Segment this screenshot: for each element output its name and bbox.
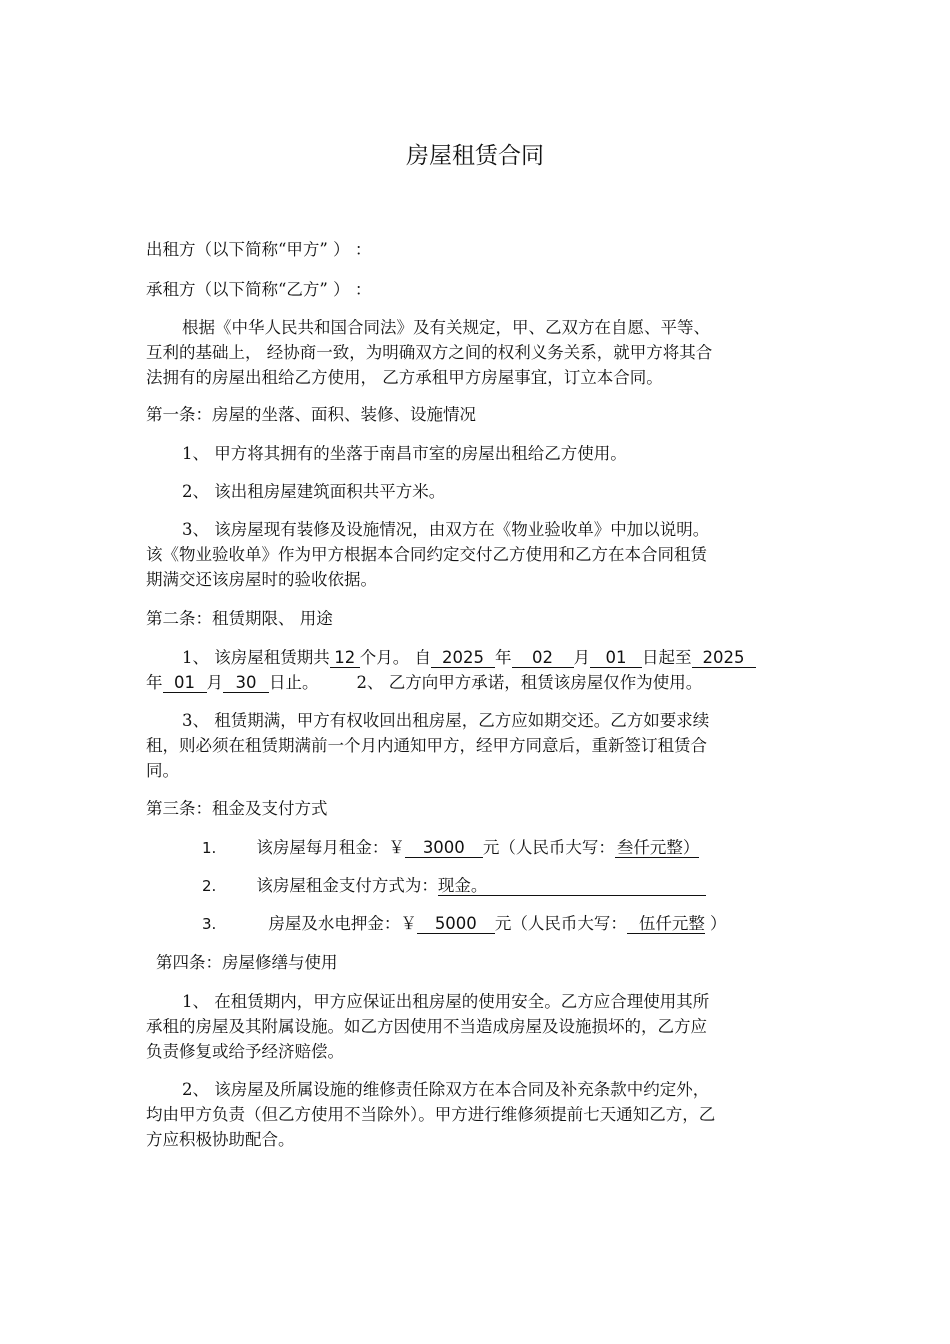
article-1-clause-2: 2、 该出租房屋建筑面积共平方米。 xyxy=(182,482,446,501)
lease-term-prefix: 1、 该房屋租赁期共 xyxy=(182,648,330,667)
payment-item-number: 2. xyxy=(202,877,217,895)
article-4-clause-2-line-1: 2、 该房屋及所属设施的维修责任除双方在本合同及补充条款中约定外， xyxy=(182,1080,710,1099)
monthly-rent: 3000 xyxy=(405,838,483,858)
document-title: 房屋租赁合同 xyxy=(406,143,544,169)
article-4-clause-2-line-3: 方应积极协助配合。 xyxy=(146,1130,295,1149)
article-4-clause-1-line-1: 1、 在租赁期内，甲方应保证出租房屋的使用安全。乙方应合理使用其所 xyxy=(182,992,710,1011)
article-1-clause-3-line-1: 3、 该房屋现有装修及设施情况，由双方在《物业验收单》中加以说明。 xyxy=(182,520,710,539)
rent-label: 该房屋每月租金：￥ xyxy=(256,838,405,857)
lease-months: 12 xyxy=(330,648,360,668)
end-month: 01 xyxy=(163,673,207,693)
start-year: 2025 xyxy=(431,648,495,668)
rent-line xyxy=(202,838,699,858)
article-2-heading: 第二条：租赁期限、 用途 xyxy=(146,609,333,628)
lease-term-line-1 xyxy=(182,648,756,668)
lease-term-mid: 个月。 自 xyxy=(359,648,431,667)
deposit-unit: 元（人民币大写： xyxy=(494,914,627,933)
preamble-line-1: 根据《中华人民共和国合同法》及有关规定，甲、乙双方在自愿、平等、 xyxy=(182,318,710,337)
year-label-2: 年 xyxy=(146,673,163,692)
article-2-clause-3-line-2: 租，则必须在租赁期满前一个月内通知甲方，经甲方同意后，重新签订租赁合 xyxy=(146,736,707,755)
preamble-line-2: 互利的基础上， 经协商一致，为明确双方之间的权利义务关系，就甲方将其合 xyxy=(146,343,713,362)
start-day: 01 xyxy=(590,648,642,668)
article-2-clause-2: 2、 乙方向甲方承诺，租赁该房屋仅作为使用。 xyxy=(356,673,703,692)
article-1-heading: 第一条：房屋的坐落、面积、装修、设施情况 xyxy=(146,405,476,424)
payment-method-line xyxy=(202,876,706,896)
deposit-end: ） xyxy=(704,914,727,933)
article-2-clause-3-line-1: 3、 租赁期满，甲方有权收回出租房屋，乙方应如期交还。乙方如要求续 xyxy=(182,711,710,730)
deposit-line xyxy=(202,914,727,934)
article-2-clause-3-line-3: 同。 xyxy=(146,761,179,780)
payment-label: 该房屋租金支付方式为： xyxy=(256,876,438,895)
rent-unit: 元（人民币大写： xyxy=(482,838,615,857)
article-4-clause-1-line-2: 承租的房屋及其附属设施。如乙方因使用不当造成房屋及设施损坏的，乙方应 xyxy=(146,1017,707,1036)
deposit-label: 房屋及水电押金：￥ xyxy=(268,914,417,933)
payment-method: 现金。 xyxy=(438,876,706,896)
rent-in-words: 叁仟元整） xyxy=(616,838,700,857)
article-4-clause-1-line-3: 负责修复或给予经济赔偿。 xyxy=(146,1042,344,1061)
end-year: 2025 xyxy=(692,648,756,668)
article-4-clause-2-line-2: 均由甲方负责（但乙方使用不当除外）。甲方进行维修须提前七天通知乙方，乙 xyxy=(146,1105,716,1124)
article-4-heading: 第四条：房屋修缮与使用 xyxy=(156,953,338,972)
month-label-2: 月 xyxy=(206,673,223,692)
article-1-clause-3-line-3: 期满交还该房屋时的验收依据。 xyxy=(146,570,377,589)
from-to-label: 日起至 xyxy=(642,648,692,667)
end-day: 30 xyxy=(223,673,269,693)
start-month: 02 xyxy=(512,648,574,668)
lessee-line: 承租方（以下简称“乙方” ） ： xyxy=(146,280,372,299)
lease-term-line-2 xyxy=(146,673,702,693)
deposit-amount: 5000 xyxy=(417,914,495,934)
article-3-heading: 第三条：租金及支付方式 xyxy=(146,799,328,818)
month-label-1: 月 xyxy=(573,648,590,667)
year-label-1: 年 xyxy=(495,648,512,667)
article-1-clause-3-line-2: 该《物业验收单》作为甲方根据本合同约定交付乙方使用和乙方在本合同租赁 xyxy=(146,545,707,564)
preamble-line-3: 法拥有的房屋出租给乙方使用， 乙方承租甲方房屋事宜，订立本合同。 xyxy=(146,368,663,387)
deposit-item-number: 3. xyxy=(202,915,217,933)
deposit-in-words: 伍仟元整 xyxy=(627,914,705,934)
article-1-clause-1: 1、 甲方将其拥有的坐落于南昌市室的房屋出租给乙方使用。 xyxy=(182,444,627,463)
rent-item-number: 1. xyxy=(202,839,217,857)
lessor-line: 出租方（以下简称“甲方” ） ： xyxy=(146,240,372,259)
end-label: 日止。 xyxy=(269,673,319,692)
